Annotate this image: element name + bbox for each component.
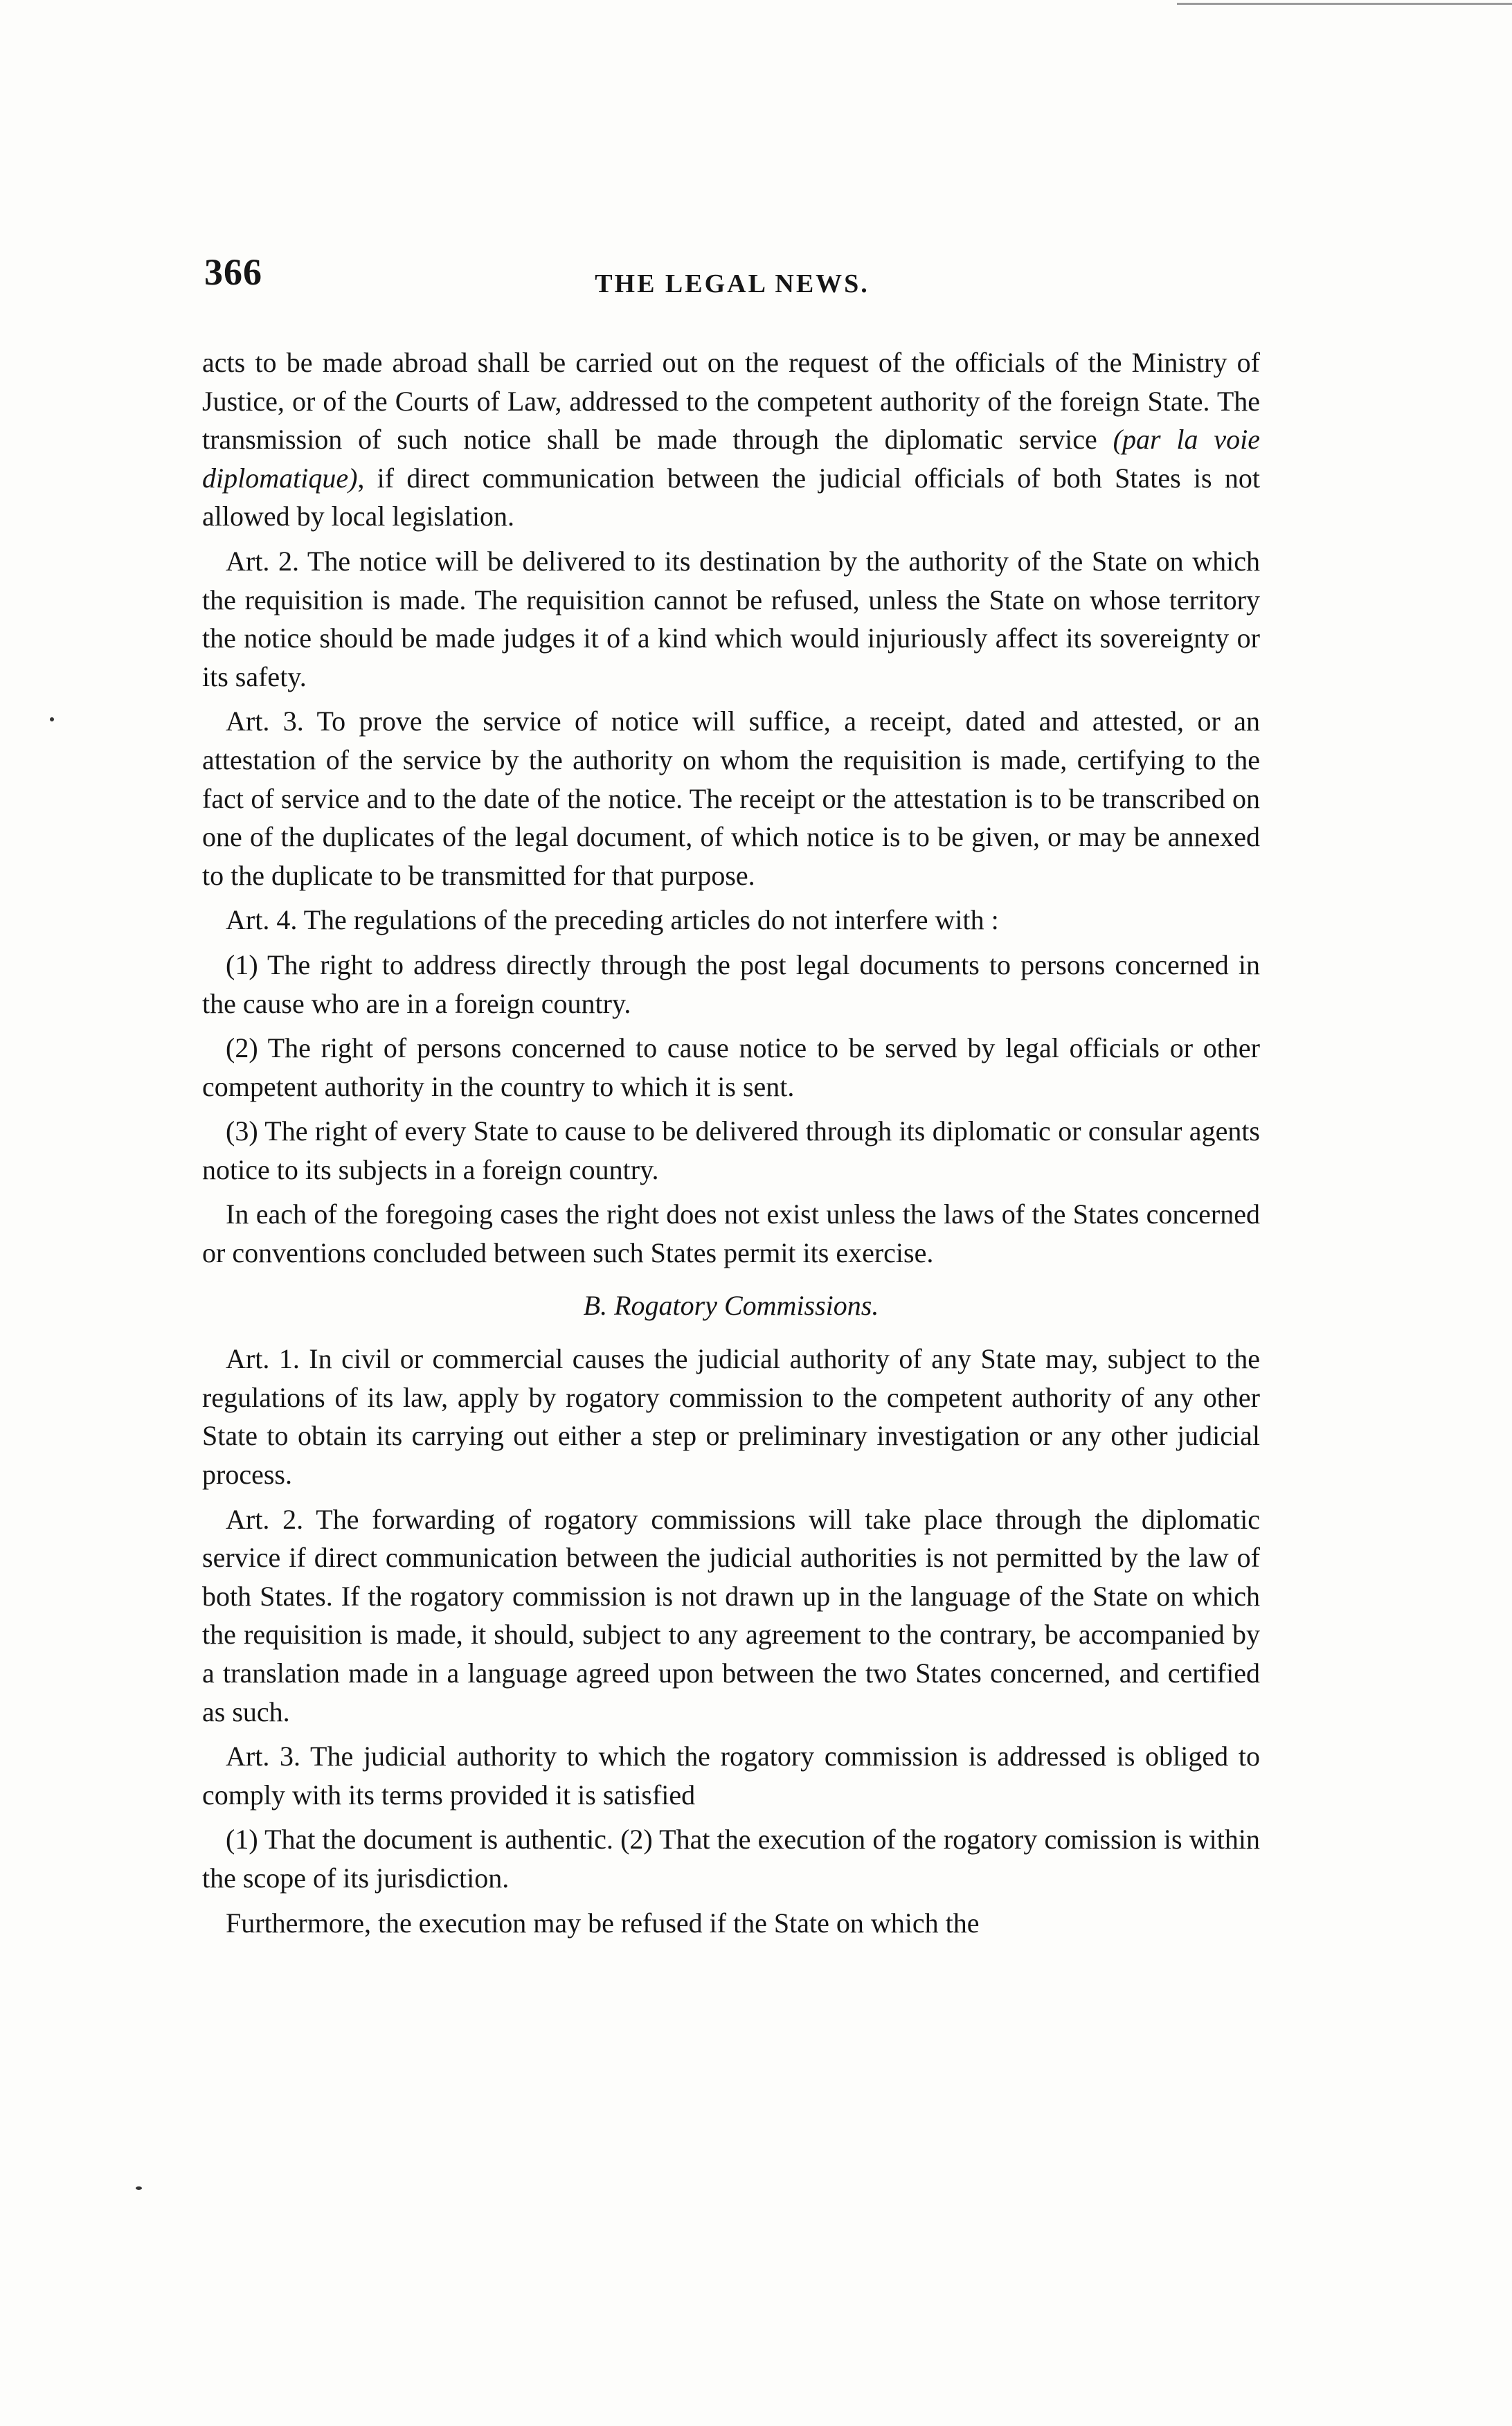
article-body: [202, 343, 1260, 1948]
paragraph-art3-notice: Art. 3. To prove the service of notice will suffice, a receipt, dated and attested, or an attestation of the service by the authority on whom the requisition is made, certifying to the fact of service and to the date of the notice. The receipt or the attestation is to be transcribed on one of the duplicates of the legal document, of which notice is to be given, or may be annexed to the duplicate to be transmitted for that purpose.: [202, 706, 1260, 891]
continuation-text: acts to be made abroad shall be carried out on the request of the officials of the Ministry of Justice, or of the Courts of Law, addressed to the competent authority of the foreign State. The transmission of such notice shall be made through the diplomatic service: [202, 347, 1260, 456]
paragraph-clause-2: (2) The right of persons concerned to cause notice to be served by legal officials or other competent authority in the country to which it is sent.: [202, 1032, 1260, 1102]
continuation-text-end: , if direct communication between the judicial officials of both States is not allowed by local legislation.: [202, 462, 1260, 532]
paragraph-clause-1: (1) The right to address directly through the post legal documents to persons concerned in the cause who are in a foreign country.: [202, 949, 1260, 1019]
scan-speck: [136, 2186, 142, 2190]
scan-edge-line: [1177, 3, 1512, 5]
page-number: 366: [204, 251, 262, 293]
section-heading: B. Rogatory Commissions.: [583, 1289, 879, 1321]
italic-phrase: (par la voie diplomatique): [202, 424, 1260, 494]
paragraph-continuation: [202, 343, 1260, 536]
paragraph-art2-notice: Art. 2. The notice will be delivered to its destination by the authority of the State on which the requisition is made. The requisition cannot be refused, unless the State on whose territory the notice should be made judges it of a kind which would injuriously affect its sovereignty or its safety.: [202, 545, 1260, 692]
scan-speck: [50, 717, 54, 721]
paragraph-b-art1: Art. 1. In civil or commercial causes the judicial authority of any State may, subject to the regulations of its law, apply by rogatory commission to the competent authority of any other State to obtain its carrying out either a step or preliminary investigation or any other judicial process.: [202, 1343, 1260, 1491]
paragraph-b-furthermore: Furthermore, the execution may be refused if the State on which the: [226, 1907, 980, 1939]
running-title: THE LEGAL NEWS.: [595, 269, 870, 298]
paragraph-clause-3: (3) The right of every State to cause to be delivered through its diplomatic or consular agents notice to its subjects in a foreign country.: [202, 1115, 1260, 1185]
paragraph-art4-notice: Art. 4. The regulations of the preceding articles do not interfere with :: [226, 904, 999, 936]
paragraph-foregoing: In each of the foregoing cases the right does not exist unless the laws of the States concerned or conventions concluded between such States permit its exercise.: [202, 1198, 1260, 1269]
paragraph-b-art3: Art. 3. The judicial authority to which the rogatory commission is addressed is obliged to comply with its terms provided it is satisfied: [202, 1741, 1260, 1810]
page-header: [204, 251, 1260, 313]
paragraph-b-conditions: (1) That the document is authentic. (2) That the execution of the rogatory comission is within the scope of its jurisdiction.: [202, 1824, 1260, 1894]
paragraph-b-art2: Art. 2. The forwarding of rogatory commissions will take place through the diplomatic service if direct communication between the judicial authorities is not permitted by the law of both States. If the rogatory commission is not drawn up in the language of the State on which the requisition is made, it should, subject to any agreement to the contrary, be accompanied by a translation made in a language agreed upon between the two States concerned, and certified as such.: [202, 1503, 1260, 1727]
